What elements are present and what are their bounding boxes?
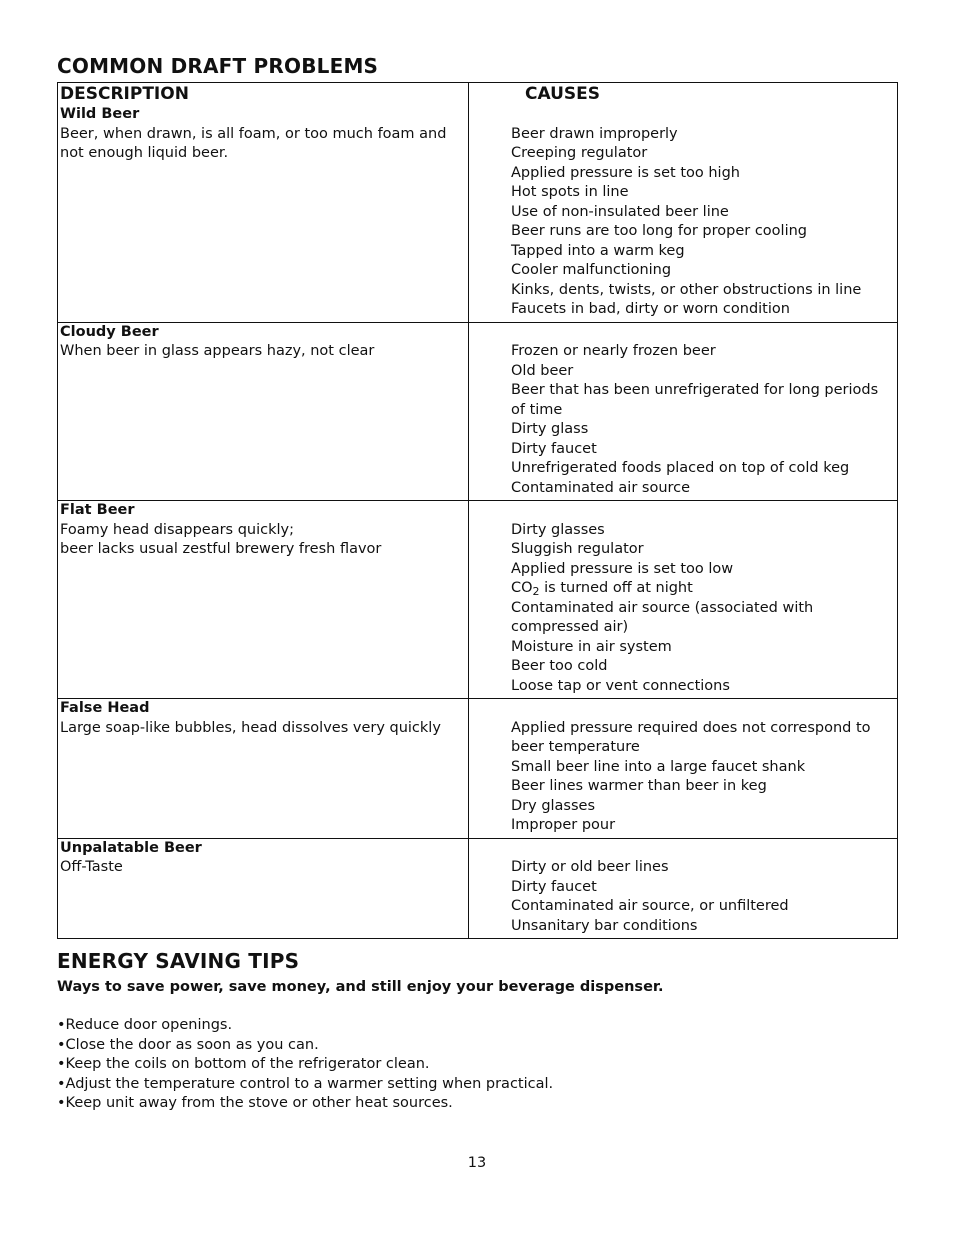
cause-item: Hot spots in line [511,184,629,200]
cause-item: Kinks, dents, twists, or other obstructions in line [511,281,862,298]
cause-item: Applied pressure is set too low [511,560,734,577]
cause-item: Frozen or nearly frozen beer [511,343,716,359]
problem-description-line: beer lacks usual zestful brewery fresh flavor [60,541,382,557]
cause-item: Beer too cold [511,658,608,674]
description-header: DESCRIPTION [60,84,189,104]
energy-tips-list [57,1016,898,1114]
energy-tip-item: •Keep unit away from the stove or other heat sources. [57,1095,453,1111]
cause-item: Use of non-insulated beer line [511,203,729,220]
causes-header: CAUSES [525,84,601,104]
problem-description-line: Foamy head disappears quickly; [60,521,295,538]
problem-title: Unpalatable Beer [60,839,202,856]
cause-item: Dirty glasses [511,521,605,538]
problem-description-cell [58,501,469,699]
problem-title: Wild Beer [60,106,140,122]
problem-title: Cloudy Beer [60,323,159,340]
cause-item: Unrefrigerated foods placed on top of cold keg [511,460,850,476]
draft-problems-table [57,82,898,939]
cause-item: Improper pour [511,817,616,833]
cause-item: Dirty faucet [511,878,597,895]
problem-description-cell [58,699,469,839]
problem-description-line: When beer in glass appears hazy, not clear [60,343,375,359]
problem-description-line: Large soap-like bubbles, head dissolves very quickly [60,719,441,736]
table-row [58,501,898,699]
causes-list [511,105,889,322]
cause-item: Beer drawn improperly [511,125,678,142]
problem-causes-cell [469,322,898,501]
problem-description-cell [58,322,469,501]
page-number: 13 [467,1155,487,1171]
cause-item: Dirty or old beer lines [511,859,669,875]
problem-title: False Head [60,700,150,716]
table-row [58,105,898,322]
cause-item: Tapped into a warm keg [511,242,685,259]
cause-item: Contaminated air source, or unfiltered [511,898,789,914]
table-row [58,322,898,501]
draft-problems-title: COMMON DRAFT PROBLEMS [57,54,379,78]
energy-title: ENERGY SAVING TIPS [57,949,300,973]
cause-item: Creeping regulator [511,145,648,161]
causes-list [511,501,889,698]
energy-tip-item: •Keep the coils on bottom of the refrigerator clean. [57,1056,430,1072]
cause-item: Sluggish regulator [511,541,644,557]
page-content [57,52,898,1114]
causes-list [511,839,889,939]
problem-description-cell [58,838,469,939]
energy-tip-item: •Reduce door openings. [57,1017,233,1033]
cause-item: Beer runs are too long for proper cooling [511,223,807,239]
cause-item: Contaminated air source (associated with compressed air) [511,599,814,635]
problem-title: Flat Beer [60,502,135,518]
problem-description-cell [58,105,469,322]
cause-item: Applied pressure is set too high [511,164,740,181]
cause-item: Loose tap or vent connections [511,677,730,694]
cause-item: Applied pressure required does not correspond to beer temperature [511,719,871,755]
problem-causes-cell [469,501,898,699]
table-header-row [58,83,898,106]
problem-causes-cell [469,105,898,322]
problem-causes-cell [469,699,898,839]
cause-item: Dirty glass [511,421,589,437]
cause-item: Dirty faucet [511,440,597,457]
cause-item: Faucets in bad, dirty or worn condition [511,301,790,317]
energy-subtitle: Ways to save power, save money, and still enjoy your beverage dispenser. [57,979,664,995]
cause-item: Dry glasses [511,797,596,814]
cause-item: Contaminated air source [511,479,691,496]
cause-item: Old beer [511,362,574,379]
problem-description-line: Beer, when drawn, is all foam, or too much foam and [60,125,447,142]
causes-list [511,323,889,501]
cause-item: Cooler malfunctioning [511,262,672,278]
table-row [58,699,898,839]
problem-causes-cell [469,838,898,939]
energy-tip-item: •Adjust the temperature control to a warmer setting when practical. [57,1075,554,1092]
table-row [58,838,898,939]
cause-item: Small beer line into a large faucet shank [511,758,806,775]
energy-section [57,947,898,1114]
cause-item: Beer that has been unrefrigerated for long periods of time [511,382,879,418]
problem-description-line: Off-Taste [60,859,123,875]
cause-item: Beer lines warmer than beer in keg [511,778,767,794]
energy-tip-item: •Close the door as soon as you can. [57,1036,319,1053]
cause-item: $CO_2$ is turned off at night [511,580,693,598]
causes-list [511,699,889,838]
cause-item: Moisture in air system [511,638,672,655]
cause-item: Unsanitary bar conditions [511,917,698,934]
problem-description-line: not enough liquid beer. [60,145,229,161]
